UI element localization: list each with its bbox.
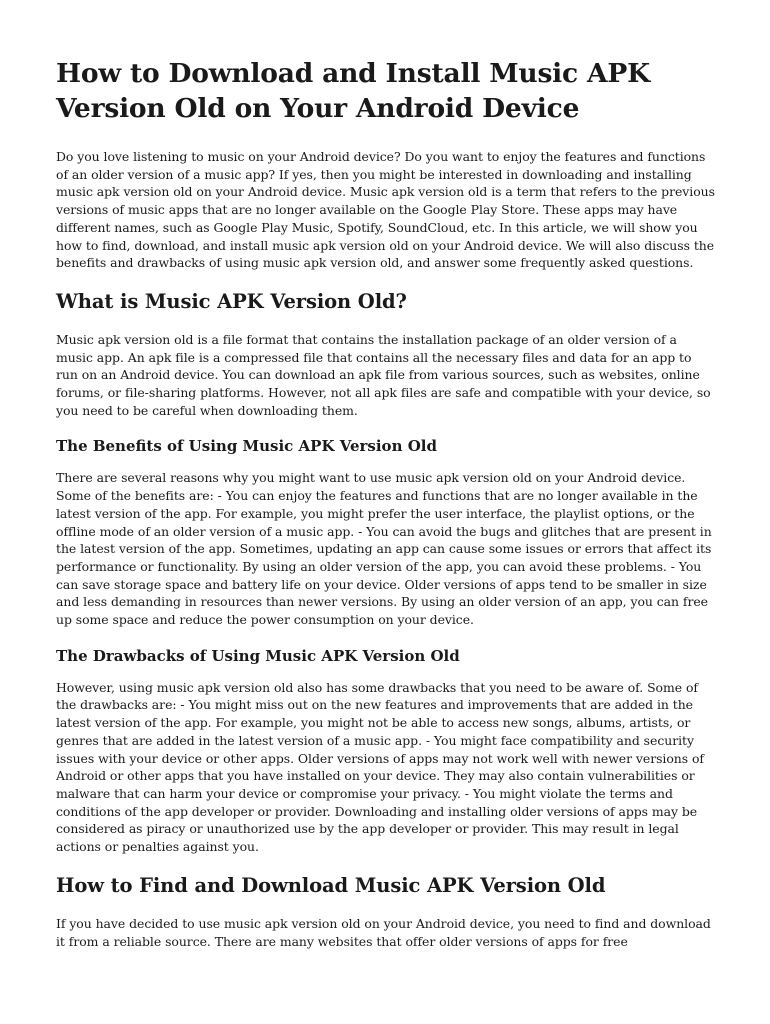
intro-paragraph: Do you love listening to music on your Android device? Do you want to enjoy the features and functions of an older version of a music app? If yes, then you might be interested in downloading and installing music apk version old on your Android device. Music apk version old is a term that refers to the previous versions of music apps that are no longer available on the Google Play Store. These apps may have different names, such as Google Play Music, Spotify, SoundCloud, etc. In this article, we will show you how to find, download, and install music apk version old on your Android device. We will also discuss the benefits and drawbacks of using music apk version old, and answer some frequently asked questions. <box>56 149 715 271</box>
subheading-drawbacks: The Drawbacks of Using Music APK Version Old <box>56 646 460 665</box>
drawbacks-paragraph: However, using music apk version old also has some drawbacks that you need to be aware of. Some of the drawbacks are: - You might miss out on the new features and improvements that are added in the latest version of the app. For example, you might not be able to access new songs, albums, artists, or genres that are added in the latest version of a music app. - You might face compatibility and security issues with your device or other apps. Older versions of apps may not work well with newer versions of Android or other apps that you have installed on your device. They may also contain vulnerabilities or malware that can harm your device or compromise your privacy. - You might violate the terms and conditions of the app developer or provider. Downloading and installing older versions of apps may be considered as piracy or unauthorized use by the app developer or provider. This may result in legal actions or penalties against you. <box>56 679 704 855</box>
section-heading-find-download: How to Find and Download Music APK Version Old <box>56 873 606 897</box>
find-download-paragraph: If you have decided to use music apk version old on your Android device, you need to find and download it from a reliable source. There are many websites that offer older versions of apps for free <box>56 915 711 949</box>
benefits-paragraph: There are several reasons why you might want to use music apk version old on your Android device. Some of the benefits are: - You can enjoy the features and functions that are no longer available in the latest version of the app. For example, you might prefer the user interface, the playlist options, or the offline mode of an older version of a music app. - You can avoid the bugs and glitches that are present in the latest version of the app. Sometimes, updating an app can cause some issues or errors that affect its performance or functionality. By using an older version of the app, you can avoid these problems. - You can save storage space and battery life on your device. Older versions of apps tend to be smaller in size and less demanding in resources than newer versions. By using an older version of an app, you can free up some space and reduce the power consumption on your device. <box>56 470 712 628</box>
subheading-benefits: The Benefits of Using Music APK Version Old <box>56 437 437 456</box>
section-heading-what-is: What is Music APK Version Old? <box>56 289 407 313</box>
document-page <box>56 56 716 967</box>
document-title: How to Download and Install Music APK Version Old on Your Android Device <box>56 58 650 124</box>
what-is-paragraph: Music apk version old is a file format that contains the installation package of an older version of a music app. An apk file is a compressed file that contains all the necessary files and data for an app to run on an Android device. You can download an apk file from various sources, such as websites, online forums, or file-sharing platforms. However, not all apk files are safe and compatible with your device, so you need to be careful when downloading them. <box>56 331 711 418</box>
